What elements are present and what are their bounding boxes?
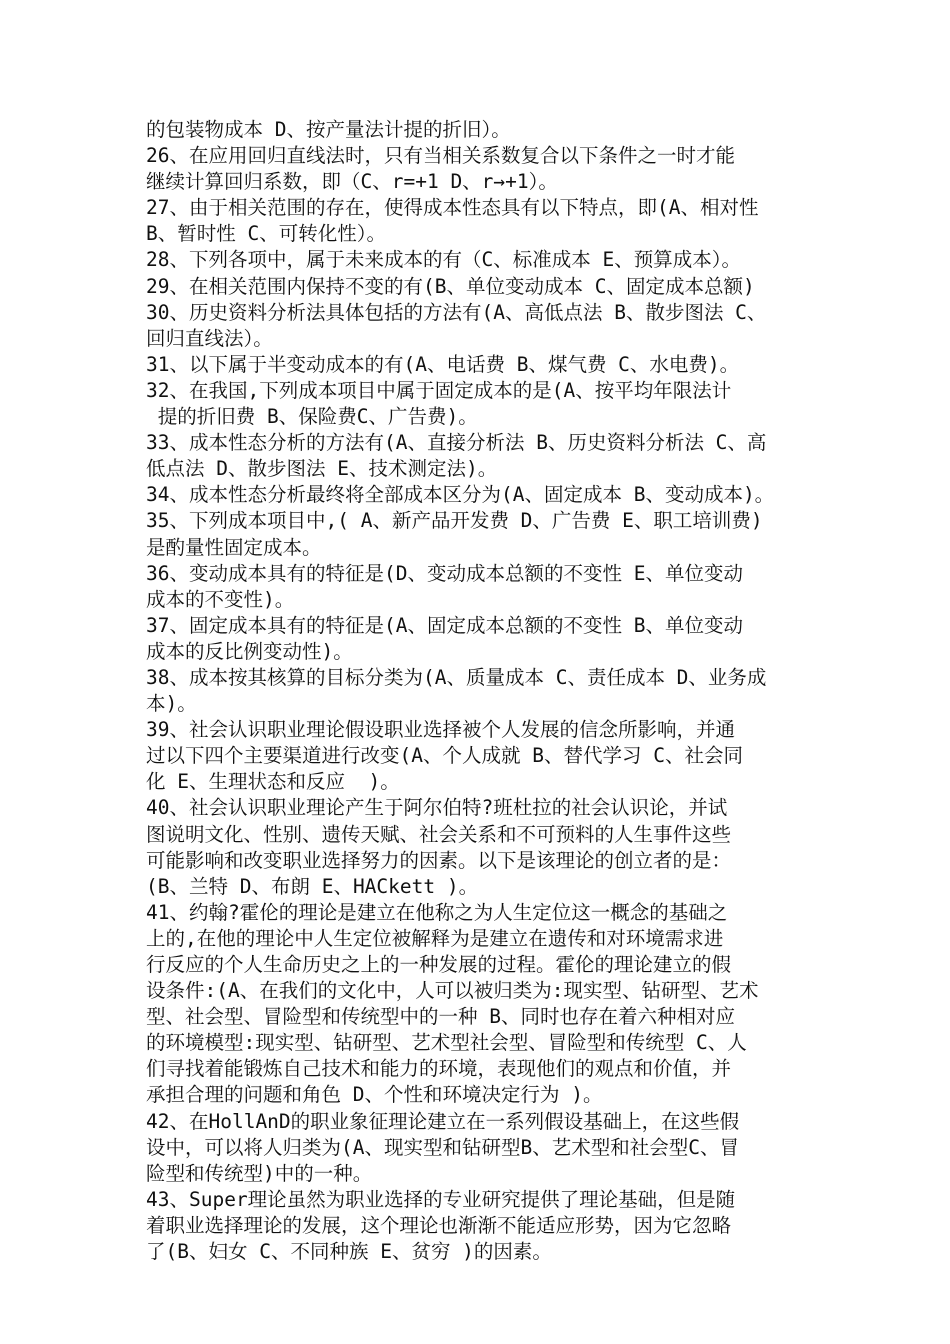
text-line: 型、社会型、冒险型和传统型中的一种 B、同时也存在着六种相对应 <box>146 1005 735 1029</box>
text-line: 的环境模型:现实型、钻研型、艺术型社会型、冒险型和传统型 C、人 <box>146 1031 747 1055</box>
text-line: 本)。 <box>146 692 197 716</box>
text-line: 险型和传统型)中的一种。 <box>146 1161 373 1185</box>
text-line: 设中，可以将人归类为(A、现实型和钻研型B、艺术型和社会型C、冒 <box>146 1135 739 1159</box>
text-line: 成本的反比例变动性)。 <box>146 639 353 663</box>
text-line: B、暂时性 C、可转化性）。 <box>146 222 386 246</box>
text-line: 低点法 D、散步图法 E、技术测定法)。 <box>146 457 498 481</box>
text-line: 是酌量性固定成本。 <box>146 535 322 559</box>
text-line: 们寻找着能锻炼自己技术和能力的环境，表现他们的观点和价值，并 <box>146 1057 732 1081</box>
text-line: 43、Super理论虽然为职业选择的专业研究提供了理论基础，但是随 <box>146 1187 736 1211</box>
text-line: 37、固定成本具有的特征是(A、固定成本总额的不变性 B、单位变动 <box>146 613 743 637</box>
text-line: 行反应的个人生命历史之上的一种发展的过程。霍伦的理论建立的假 <box>146 953 732 976</box>
text-line: 26、在应用回归直线法时，只有当相关系数复合以下条件之一时才能 <box>146 144 735 168</box>
text-line: 28、下列各项中，属于未来成本的有（C、标准成本 E、预算成本）。 <box>146 248 741 272</box>
text-line: 38、成本按其核算的目标分类为(A、质量成本 C、责任成本 D、业务成 <box>146 665 767 689</box>
text-line: 39、社会认识职业理论假设职业选择被个人发展的信念所影响，并通 <box>146 718 735 742</box>
text-line: 34、成本性态分析最终将全部成本区分为(A、固定成本 B、变动成本)。 <box>146 483 775 507</box>
text-line: 41、约翰?霍伦的理论是建立在他称之为人生定位这一概念的基础之 <box>146 900 728 924</box>
text-line: 了(B、妇女 C、不同种族 E、贫穷 )的因素。 <box>146 1240 552 1264</box>
text-line: 成本的不变性)。 <box>146 587 295 611</box>
text-line: 35、下列成本项目中,( A、新产品开发费 D、广告费 E、职工培训费) <box>146 509 763 533</box>
text-line: 可能影响和改变职业选择努力的因素。以下是该理论的创立者的是： <box>146 848 732 872</box>
text-line: 化 E、生理状态和反应 )。 <box>146 770 400 794</box>
text-line: 27、由于相关范围的存在，使得成本性态具有以下特点，即(A、相对性 <box>146 196 759 220</box>
text-line: 图说明文化、性别、遗传天赋、社会关系和不可预料的人生事件这些 <box>146 822 732 846</box>
text-line: (B、兰特 D、布朗 E、HACkett )。 <box>146 874 479 898</box>
text-line: 过以下四个主要渠道进行改变(A、个人成就 B、替代学习 C、社会同 <box>146 744 743 768</box>
text-line: 36、变动成本具有的特征是(D、变动成本总额的不变性 E、单位变动 <box>146 561 743 585</box>
text-line: 承担合理的问题和角色 D、个性和环境决定行为 )。 <box>146 1083 603 1107</box>
text-line: 33、成本性态分析的方法有(A、直接分析法 B、历史资料分析法 C、高 <box>146 431 767 455</box>
text-line: 着职业选择理论的发展，这个理论也渐渐不能适应形势，因为它忽略 <box>146 1213 732 1237</box>
text-line: 提的折旧费 B、保险费C、广告费)。 <box>146 405 478 429</box>
text-line: 回归直线法）。 <box>146 326 273 350</box>
text-line: 32、在我国,下列成本项目中属于固定成本的是(A、按平均年限法计 <box>146 378 732 402</box>
text-line: 30、历史资料分析法具体包括的方法有(A、高低点法 B、散步图法 C、 <box>146 300 767 324</box>
text-line: 40、社会认识职业理论产生于阿尔伯特?班杜拉的社会认识论，并试 <box>146 796 728 820</box>
text-line: 设条件:(A、在我们的文化中，人可以被归类为:现实型、钻研型、艺术 <box>146 979 759 1003</box>
text-line: 的包装物成本 D、按产量法计提的折旧）。 <box>146 118 511 141</box>
document-body <box>146 117 822 1265</box>
text-line: 继续计算回归系数，即（C、r=+1 D、r→+1）。 <box>146 170 558 194</box>
text-line: 上的,在他的理论中人生定位被解释为是建立在遗传和对环境需求进 <box>146 926 724 950</box>
text-line: 31、以下属于半变动成本的有(A、电话费 B、煤气费 C、水电费)。 <box>146 352 740 376</box>
text-line: 42、在HollAnD的职业象征理论建立在一系列假设基础上，在这些假 <box>146 1109 740 1133</box>
text-line: 29、在相关范围内保持不变的有(B、单位变动成本 C、固定成本总额) <box>146 274 755 298</box>
